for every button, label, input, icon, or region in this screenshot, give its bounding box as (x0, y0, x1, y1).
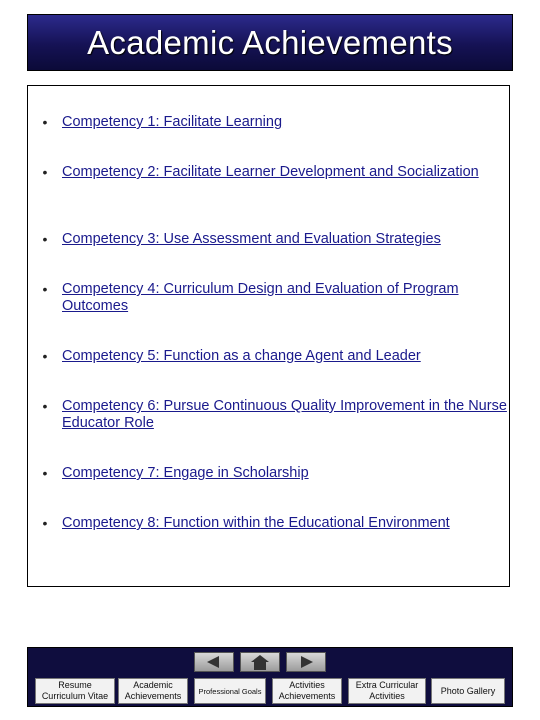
bullet: • (42, 114, 48, 130)
forward-button[interactable] (286, 652, 326, 672)
nav-label: Resume (58, 680, 92, 690)
nav-label: Curriculum Vitae (41, 691, 109, 701)
nav-photo-gallery-button[interactable] (431, 678, 505, 704)
list-item (28, 465, 508, 482)
list-item (28, 515, 508, 532)
nav-arrows (194, 652, 326, 672)
nav-label: Photo Gallery (440, 685, 496, 696)
back-button[interactable] (194, 652, 234, 672)
title-banner (27, 14, 513, 71)
nav-label: Achievements (278, 691, 336, 701)
competency-2-link[interactable]: Competency 2: Facilitate Learner Development and Socialization (62, 164, 479, 180)
list-item (28, 348, 508, 365)
list-item (28, 114, 508, 131)
list-item (28, 231, 508, 248)
competency-5-link[interactable]: Competency 5: Function as a change Agent and Leader (62, 348, 421, 364)
nav-label: Activities (289, 680, 325, 690)
bullet: • (42, 398, 48, 414)
competency-1-link[interactable]: Competency 1: Facilitate Learning (62, 114, 283, 130)
nav-label: Professional Goals (198, 686, 262, 696)
competency-3-link[interactable]: Competency 3: Use Assessment and Evaluation Strategies (62, 231, 441, 247)
nav-label: Achievements (124, 691, 182, 701)
bullet: • (42, 164, 48, 180)
arrow-left-icon (195, 653, 233, 671)
competency-6-link[interactable]: Competency 6: Pursue Continuous Quality Improvement in the Nurse Educator Role (62, 398, 507, 431)
home-icon (241, 653, 279, 671)
list-item (28, 164, 508, 181)
bullet: • (42, 515, 48, 531)
nav-goals-button[interactable] (194, 678, 266, 704)
bullet: • (42, 465, 48, 481)
bullet: • (42, 348, 48, 364)
competency-list (27, 85, 510, 587)
bullet: • (42, 281, 48, 297)
list-item (28, 398, 508, 432)
page-title: Academic Achievements (87, 23, 453, 61)
competency-8-link[interactable]: Competency 8: Function within the Educational Environment (62, 515, 450, 531)
nav-academic-button[interactable] (118, 678, 188, 704)
bullet: • (42, 231, 48, 247)
nav-activities-button[interactable] (272, 678, 342, 704)
competency-4-link[interactable]: Competency 4: Curriculum Design and Evaluation of Program Outcomes (62, 281, 459, 314)
nav-label: Extra Curricular (355, 680, 419, 690)
home-button[interactable] (240, 652, 280, 672)
list-item (28, 281, 508, 315)
arrow-right-icon (287, 653, 325, 671)
nav-extracurricular-button[interactable] (348, 678, 426, 704)
competency-7-link[interactable]: Competency 7: Engage in Scholarship (62, 465, 309, 481)
navigation-bar (27, 647, 513, 707)
nav-label: Activities (369, 691, 405, 701)
nav-label: Academic (133, 680, 173, 690)
nav-resume-button[interactable] (35, 678, 115, 704)
